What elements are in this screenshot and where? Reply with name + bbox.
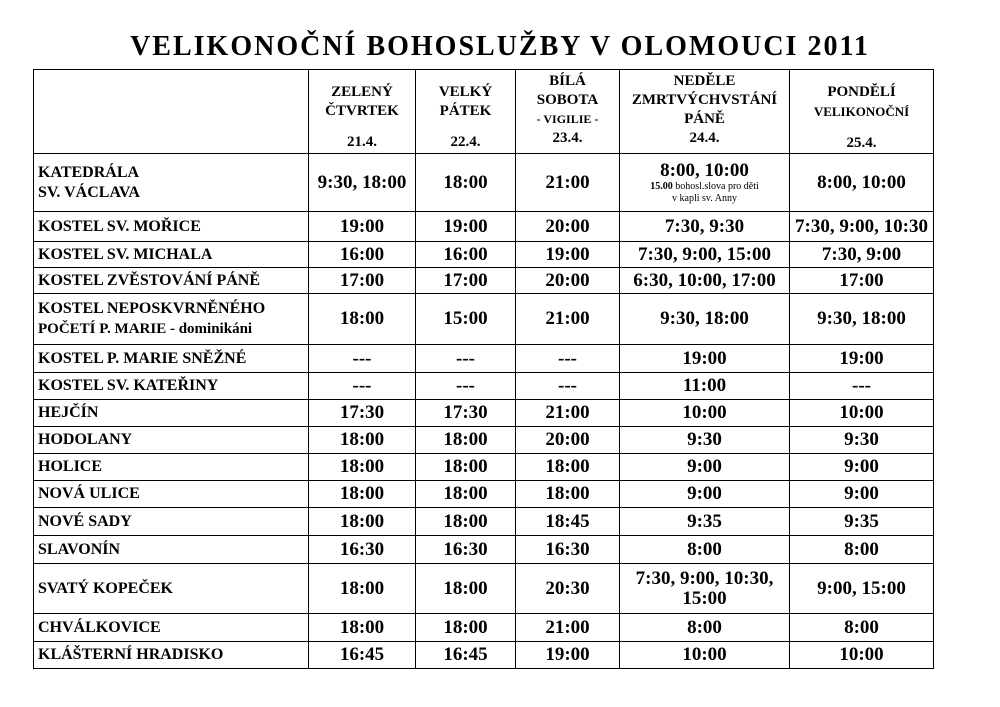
location-name: NOVÁ ULICE (34, 481, 309, 508)
header-sub: - VIGILIE - (536, 112, 599, 126)
header-line: ZELENÝ (331, 84, 393, 100)
time-cell: 18:00 (416, 508, 516, 536)
table-row (34, 400, 934, 427)
time-cell: 19:00 (620, 345, 790, 373)
time-cell: 20:00 (516, 212, 620, 242)
time-cell: 9:30, 18:00 (790, 294, 934, 345)
location-line: KOSTEL NEPOSKVRNĚNÉHO (38, 300, 266, 317)
header-row (34, 70, 934, 154)
time-cell: 16:45 (309, 642, 416, 669)
time-cell: 16:30 (309, 536, 416, 564)
time-cell: 19:00 (516, 642, 620, 669)
table-row (34, 642, 934, 669)
time-cell: --- (416, 345, 516, 373)
header-line: BÍLÁ (549, 73, 586, 89)
header-date: 23.4. (552, 130, 583, 146)
location-name: SVATÝ KOPEČEK (34, 564, 309, 614)
time-cell: 8:00, 10:00 (790, 154, 934, 212)
time-cell: 16:00 (309, 242, 416, 268)
header-line: NEDĚLE (673, 73, 736, 89)
time-cell (620, 154, 790, 212)
location-name: NOVÉ SADY (34, 508, 309, 536)
time-cell: 10:00 (620, 642, 790, 669)
location-name: HOLICE (34, 454, 309, 481)
location-name: HODOLANY (34, 427, 309, 454)
header-corner (34, 70, 309, 154)
time-value: 8:00, 10:00 (660, 159, 749, 181)
time-cell: 9:00 (620, 454, 790, 481)
header-bila-sobota (516, 70, 620, 154)
time-cell: 18:00 (416, 564, 516, 614)
table-row (34, 373, 934, 400)
table-row (34, 614, 934, 642)
header-velky-patek (416, 70, 516, 154)
header-line: ČTVRTEK (325, 103, 399, 119)
time-cell: 18:00 (309, 294, 416, 345)
time-cell: 7:30, 9:00, 10:30 (790, 212, 934, 242)
time-cell: 18:00 (416, 427, 516, 454)
time-cell: 18:00 (309, 508, 416, 536)
note-line: v kapli sv. Anny (672, 192, 737, 204)
time-cell: 16:45 (416, 642, 516, 669)
time-cell: 7:30, 9:00, 10:30, 15:00 (620, 564, 790, 614)
time-cell: 16:00 (416, 242, 516, 268)
time-cell: 18:00 (516, 481, 620, 508)
time-cell: 7:30, 9:00, 15:00 (620, 242, 790, 268)
time-cell: 18:00 (416, 454, 516, 481)
time-cell: 9:30 (620, 427, 790, 454)
location-name: CHVÁLKOVICE (34, 614, 309, 642)
page-title: VELIKONOČNÍ BOHOSLUŽBY V OLOMOUCI 2011 (130, 31, 870, 62)
time-cell: 8:00 (620, 536, 790, 564)
time-cell: --- (309, 373, 416, 400)
location-name: KOSTEL SV. MOŘICE (34, 212, 309, 242)
time-cell: 21:00 (516, 400, 620, 427)
time-cell: 16:30 (516, 536, 620, 564)
time-cell: 18:00 (416, 154, 516, 212)
header-nedele (620, 70, 790, 154)
table-row (34, 454, 934, 481)
time-cell: 15:00 (416, 294, 516, 345)
time-cell: 8:00 (790, 614, 934, 642)
location-name (34, 294, 309, 345)
header-zeleny-ctvrtek (309, 70, 416, 154)
table-row (34, 345, 934, 373)
time-cell: 18:00 (309, 614, 416, 642)
note-line: bohosl.slova pro děti (672, 180, 759, 192)
note-text (620, 181, 789, 205)
time-cell: 17:00 (790, 268, 934, 294)
time-cell: 9:30, 18:00 (620, 294, 790, 345)
note-bold: 15.00 (650, 180, 673, 192)
header-line: PÁNĚ (684, 111, 725, 127)
header-line: VELKÝ (438, 84, 493, 100)
header-sub: VELIKONOČNÍ (813, 104, 910, 119)
time-cell: 21:00 (516, 614, 620, 642)
time-cell: 20:00 (516, 268, 620, 294)
location-name (34, 154, 309, 212)
time-cell: 18:00 (309, 564, 416, 614)
location-line: POČETÍ P. MARIE - dominikáni (38, 321, 253, 337)
time-cell: 9:35 (790, 508, 934, 536)
time-cell: 10:00 (790, 642, 934, 669)
time-cell: 19:00 (309, 212, 416, 242)
time-cell: --- (416, 373, 516, 400)
table-row (34, 564, 934, 614)
header-date: 21.4. (347, 134, 377, 150)
time-cell: 18:00 (416, 614, 516, 642)
time-cell: 9:30, 18:00 (309, 154, 416, 212)
time-cell: 16:30 (416, 536, 516, 564)
time-cell: 17:30 (309, 400, 416, 427)
table-row (34, 268, 934, 294)
time-cell: 8:00 (620, 614, 790, 642)
location-name: KOSTEL SV. KATEŘINY (34, 373, 309, 400)
time-cell: 9:35 (620, 508, 790, 536)
header-line: PÁTEK (439, 103, 492, 119)
header-date: 25.4. (846, 135, 877, 151)
location-name: HEJČÍN (34, 400, 309, 427)
time-cell: 10:00 (620, 400, 790, 427)
location-line: KATEDRÁLA (38, 163, 140, 181)
time-cell: 20:00 (516, 427, 620, 454)
time-cell: 7:30, 9:30 (620, 212, 790, 242)
table-row (34, 212, 934, 242)
time-cell: 18:00 (309, 427, 416, 454)
time-cell: --- (516, 373, 620, 400)
time-cell: 18:00 (309, 454, 416, 481)
time-cell: 11:00 (620, 373, 790, 400)
header-line: PONDĚLÍ (827, 84, 896, 100)
time-cell: 18:00 (416, 481, 516, 508)
time-cell: 18:00 (309, 481, 416, 508)
time-cell: 20:30 (516, 564, 620, 614)
time-cell: 10:00 (790, 400, 934, 427)
location-name: KLÁŠTERNÍ HRADISKO (34, 642, 309, 669)
location-line: SV. VÁCLAVA (38, 183, 140, 201)
time-cell: 7:30, 9:00 (790, 242, 934, 268)
time-cell: 19:00 (416, 212, 516, 242)
table-row (34, 508, 934, 536)
time-cell: 9:30 (790, 427, 934, 454)
time-cell: 19:00 (516, 242, 620, 268)
table-row (34, 481, 934, 508)
location-name: KOSTEL P. MARIE SNĚŽNÉ (34, 345, 309, 373)
table-row (34, 154, 934, 212)
table-row (34, 294, 934, 345)
time-cell: 18:45 (516, 508, 620, 536)
time-cell: 18:00 (516, 454, 620, 481)
location-name: KOSTEL SV. MICHALA (34, 242, 309, 268)
header-line: ZMRTVÝCHVSTÁNÍ (631, 92, 778, 108)
time-cell: 17:30 (416, 400, 516, 427)
location-name: SLAVONÍN (34, 536, 309, 564)
header-date: 22.4. (450, 134, 481, 150)
time-cell: 6:30, 10:00, 17:00 (620, 268, 790, 294)
header-line: SOBOTA (536, 92, 599, 108)
time-cell: --- (309, 345, 416, 373)
table-row (34, 427, 934, 454)
time-cell: 17:00 (416, 268, 516, 294)
header-date: 24.4. (689, 130, 720, 146)
time-cell: 9:00, 15:00 (790, 564, 934, 614)
time-cell: 8:00 (790, 536, 934, 564)
time-cell: --- (516, 345, 620, 373)
schedule-table (33, 69, 934, 669)
time-cell: 17:00 (309, 268, 416, 294)
time-cell: 21:00 (516, 294, 620, 345)
header-pondeli (790, 70, 934, 154)
table-row (34, 242, 934, 268)
location-name: KOSTEL ZVĚSTOVÁNÍ PÁNĚ (34, 268, 309, 294)
time-cell: 9:00 (790, 481, 934, 508)
time-cell: 19:00 (790, 345, 934, 373)
time-cell: 9:00 (790, 454, 934, 481)
time-cell: 9:00 (620, 481, 790, 508)
time-cell: 21:00 (516, 154, 620, 212)
table-row (34, 536, 934, 564)
time-cell: --- (790, 373, 934, 400)
